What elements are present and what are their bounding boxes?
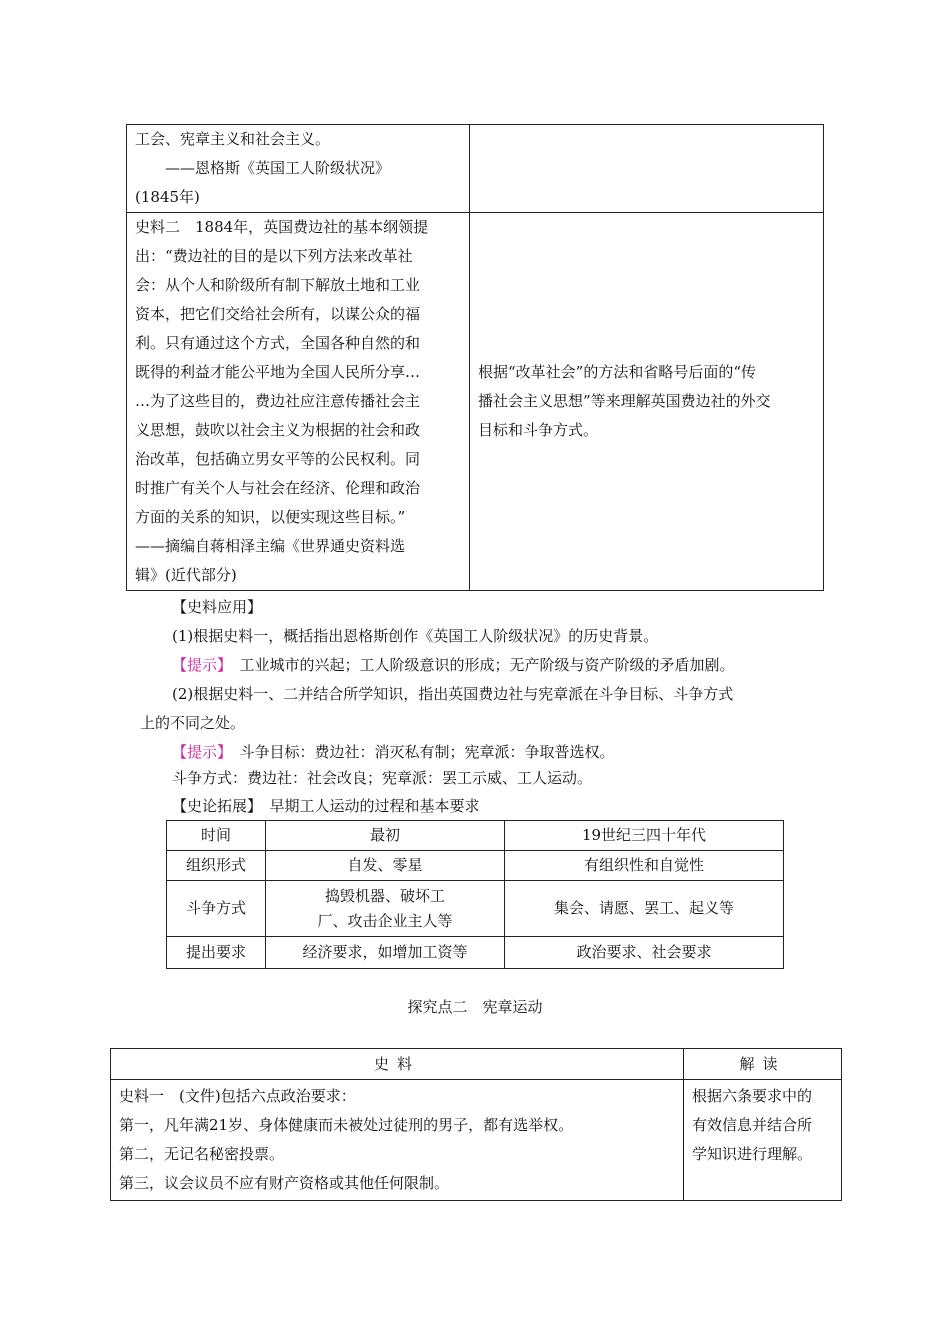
header-cell: 史料 <box>111 1049 684 1080</box>
question-2-line-1: (2)根据史料一、二并结合所学知识，指出英国费边社与宪章派在斗争目标、斗争方式 <box>172 685 734 703</box>
table-cell: 有组织性和自觉性 <box>505 851 784 881</box>
interpretation-line: 目标和斗争方式。 <box>478 421 599 439</box>
table-header-row <box>111 1049 842 1080</box>
interpretation-line: 根据六条要求中的 <box>692 1087 813 1105</box>
source-text-line: 利。只有通过这个方式，全国各种自然的和 <box>135 334 421 352</box>
header-cell: 解读 <box>684 1049 842 1080</box>
table-row <box>111 1080 842 1201</box>
application-heading: 【史料应用】 <box>172 598 263 616</box>
interpretation-line: 有效信息并结合所 <box>692 1116 813 1134</box>
row-label: 提出要求 <box>167 937 266 969</box>
source-cell-1 <box>127 125 470 213</box>
source-citation: 辑》(近代部分) <box>135 566 237 584</box>
table-cell: 经济要求，如增加工资等 <box>266 937 505 969</box>
cell-line: 厂、攻击企业主人等 <box>317 911 453 930</box>
table-row <box>167 851 784 881</box>
table-cell <box>266 881 505 937</box>
tip-label: 【提示】 <box>172 743 225 761</box>
source-text-line: 方面的关系的知识，以便实现这些目标。” <box>135 508 406 526</box>
row-label: 斗争方式 <box>167 881 266 937</box>
source-cell-2 <box>127 213 470 591</box>
source-citation: ——摘编自蒋相泽主编《世界通史资料选 <box>135 537 406 555</box>
header-cell: 19世纪三四十年代 <box>505 821 784 851</box>
interpretation-cell-2 <box>470 213 824 591</box>
header-cell: 时间 <box>167 821 266 851</box>
tip-text: 斗争目标：费边社：消灭私有制；宪章派：争取普选权。 <box>224 743 615 761</box>
chartism-source-table <box>110 1048 842 1201</box>
interpretation-cell-1 <box>470 125 824 213</box>
source-citation: ——恩格斯《英国工人阶级状况》 <box>165 159 391 177</box>
header-cell: 最初 <box>266 821 505 851</box>
source-text-line: 资本，把它们交给社会所有，以谋公众的福 <box>135 305 421 323</box>
table-cell: 集会、请愿、罢工、起义等 <box>505 881 784 937</box>
source-text-line: 会：从个人和阶级所有制下解放土地和工业 <box>135 276 421 294</box>
source-text-line: 工会、宪章主义和社会主义。 <box>135 130 331 148</box>
extension-heading: 【史论拓展】 早期工人运动的过程和基本要求 <box>172 797 480 815</box>
question-2-line-2: 上的不同之处。 <box>140 714 246 732</box>
source-text-line: 史料二 1884年，英国费边社的基本纲领提 <box>135 218 429 236</box>
table-row <box>167 881 784 937</box>
source-text-line: 第二，无记名秘密投票。 <box>119 1145 285 1163</box>
interpretation-line: 播社会主义思想”等来理解英国费边社的外交 <box>478 392 771 410</box>
tip-2-line-2: 斗争方式：费边社：社会改良；宪章派：罢工示威、工人运动。 <box>172 769 593 787</box>
source-text-line: 既得的利益才能公平地为全国人民所分享… <box>135 363 421 381</box>
table-cell: 自发、零星 <box>266 851 505 881</box>
interpretation-cell <box>684 1080 842 1201</box>
section-title: 探究点二 宪章运动 <box>407 998 543 1016</box>
source-text-line: …为了这些目的，费边社应注意传播社会主 <box>135 392 421 410</box>
tip-2 <box>172 738 615 767</box>
source-cell <box>111 1080 684 1201</box>
source-text-line: 治改革，包括确立男女平等的公民权利。同 <box>135 450 421 468</box>
source-text-line: 义思想，鼓吹以社会主义为根据的社会和政 <box>135 421 421 439</box>
source-text-line: 出：“费边社的目的是以下列方法来改革社 <box>135 247 413 265</box>
early-labor-movement-table <box>166 820 784 969</box>
interpretation-line: 根据“改革社会”的方法和省略号后面的“传 <box>478 363 757 381</box>
source-text-line: 第三，议会议员不应有财产资格或其他任何限制。 <box>119 1174 450 1192</box>
table-header-row <box>167 821 784 851</box>
interpretation-line: 学知识进行理解。 <box>692 1145 813 1163</box>
table-cell: 政治要求、社会要求 <box>505 937 784 969</box>
source-text-line: 史料一 (文件)包括六点政治要求： <box>119 1087 356 1105</box>
source-text-line: 第一，凡年满21岁、身体健康而未被处过徒刑的男子，都有选举权。 <box>119 1116 574 1134</box>
table-row <box>167 937 784 969</box>
source-text-line: 时推广有关个人与社会在经济、伦理和政治 <box>135 479 421 497</box>
cell-line: 捣毁机器、破坏工 <box>324 886 445 905</box>
tip-text: 工业城市的兴起；工人阶级意识的形成；无产阶级与资产阶级的矛盾加剧。 <box>224 656 735 674</box>
source-year: (1845年) <box>135 188 200 206</box>
row-label: 组织形式 <box>167 851 266 881</box>
tip-label: 【提示】 <box>172 656 225 674</box>
question-1: (1)根据史料一，概括指出恩格斯创作《英国工人阶级状况》的历史背景。 <box>172 627 659 645</box>
source-table-1 <box>126 124 824 591</box>
tip-1 <box>172 651 735 680</box>
